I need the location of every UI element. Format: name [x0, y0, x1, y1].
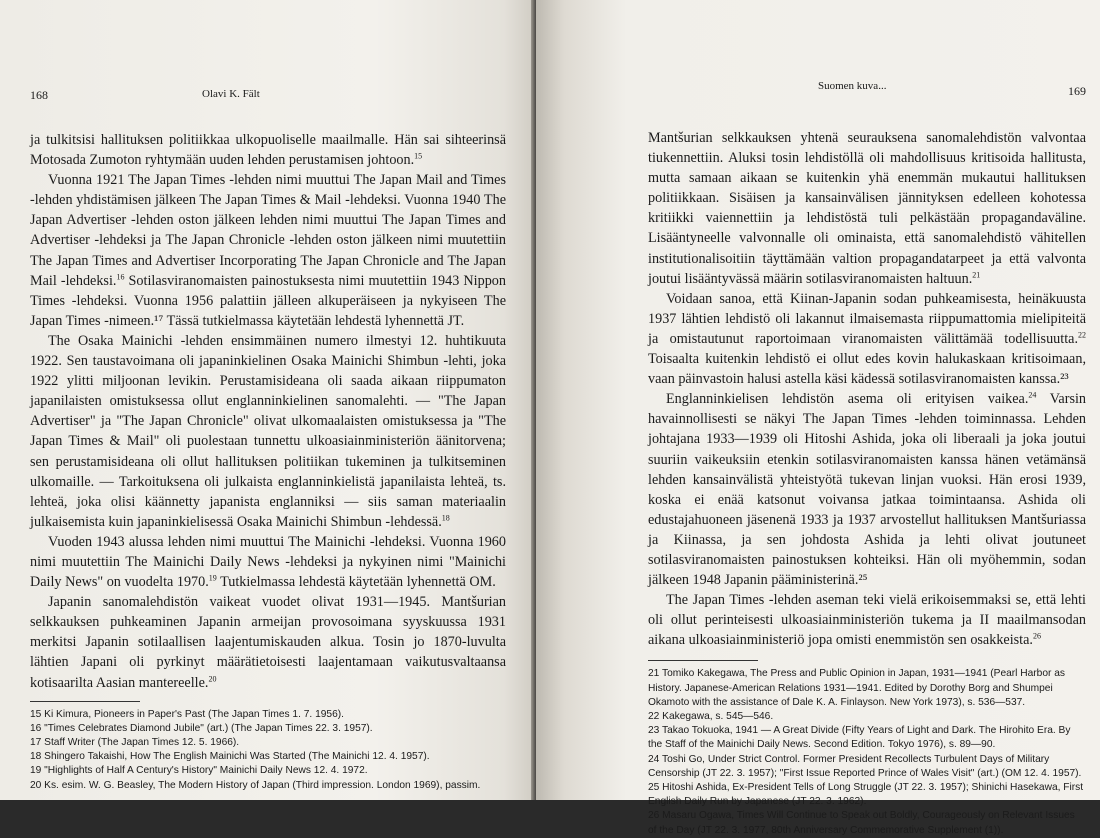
paragraph-text-continued: Varsin havainnollisesti se näkyi The Japan Times -lehden toiminnassa. Lehden johtajana 1933—1939 oli Hitoshi Ashida, joka oli liberaali ja joka joutui suuriin vaikeuksiin etenkin sotilasviranomaisten kanssa hänen vetämänsä lehden kansainvälistä yhteistyötä tukevan linjan vuoksi. Hän erosi 1939, koska ei enää katsonut voivansa jatkaa toimintaansa. Ashida oli edustajahuoneen jäsenenä 1933 ja 1937 arvostellut hallituksen Mantšuriassa ja Kiinassa, ja sen johdosta Ashida ja lehti olivat joutuneet sotilasviranomaisten painostuksen kohteiksi. Hän oli myöhemmin, sodan jälkeen 1948 Japanin pääministerinä.²⁵ — [648, 391, 1086, 589]
footnote-marker: 19 — [208, 573, 217, 583]
paragraph-text: Voidaan sanoa, että Kiinan-Japanin sodan puhkeamisesta, heinäkuusta 1937 lähtien lehdistö oli lakannut ilmaisemasta riippumattomia mielipiteitä ja omistautunut raportoimaan viranomaisten välittämää todellisuutta. — [648, 290, 1086, 347]
footnote: 15 Ki Kimura, Pioneers in Paper's Past (The Japan Times 1. 7. 1956). — [30, 708, 344, 720]
footnote-marker: 21 — [972, 269, 981, 279]
left-body-text — [30, 130, 506, 693]
footnote: 23 Takao Tokuoka, 1941 — A Great Divide (Fifty Years of Light and Dark. The Hirohito Era. By the Staff of the Mainichi Daily News. Second Edition. Tokyo 1976), s. 89—90. — [648, 725, 1071, 751]
footnote-rule — [30, 701, 140, 702]
footnote-rule — [648, 660, 758, 661]
paragraph-text: Mantšurian selkkauksen yhtenä seurauksena sanomalehdistön valvontaa tiukennettiin. Aluksi tosin lehdistöllä oli mahdollisuus kritisoida hallitusta, mutta samaan aikaan se kuitenkin yhä enemmän mukautui hallituksen politiikkaan. Sisäisen ja kansainvälisen jännityksen edelleen kohotessa kritiikki vaiennettiin ja lehdistöstä tuli pelkästään propagandaväline. Lisääntyneelle valvonnalle oli ominaista, että sanomalehdistö vähitellen institutionalisoitiin täyttämään valtion propagandatarpeet ja että valvonta joutui lisääntyvässä määrin sotilasviranomaisten haltuun. — [648, 130, 1086, 287]
paragraph — [30, 331, 506, 532]
footnote: 25 Hitoshi Ashida, Ex-President Tells of Long Struggle (JT 22. 3. 1957); Shinichi Hasekawa, First English Daily Run by Japanese (JT 22. 3. 1962). — [648, 782, 1084, 808]
page-number-right: 169 — [1068, 84, 1086, 98]
paragraph-text: Vuoden 1943 alussa lehden nimi muuttui The Mainichi -lehdeksi. Vuonna 1960 nimi muutettiin The Mainichi Daily News -lehdeksi ja nykyinen nimi "Mainichi Daily News" on vuodelta 1970. — [30, 533, 506, 591]
footnote: 24 Toshi Go, Under Strict Control. Former President Recollects Turbulent Days of Military Censorship (JT 22. 3. 1957); "First Issue Reported Prince of Wales Visit" (art.) (OM 12. 4. 1957). — [648, 753, 1082, 779]
footnote: 18 Shingero Takaishi, How The English Mainichi Was Started (The Mainichi 12. 4. 1957). — [30, 751, 430, 763]
paragraph — [648, 389, 1086, 590]
paragraph — [30, 532, 506, 592]
footnote-marker: 24 — [1028, 390, 1037, 400]
footnote: 22 Kakegawa, s. 545—546. — [648, 711, 774, 723]
footnote: 17 Staff Writer (The Japan Times 12. 5. 1966). — [30, 737, 240, 749]
right-body-text — [648, 128, 1086, 650]
footnote-marker: 16 — [116, 271, 125, 281]
paragraph-text-continued: Sotilasviranomaisten painostuksesta nimi muutettiin 1943 Nippon Times -lehdeksi. Vuonna 1956 palattiin jälleen alkuperäiseen ja nykyiseen The Japan Times -nimeen.¹⁷ Tässä tutkielmassa käytetään lehdestä lyhennettä JT. — [30, 272, 506, 329]
page-number-left: 168 — [30, 88, 48, 102]
footnote: 21 Tomiko Kakegawa, The Press and Public Opinion in Japan, 1931—1941 (Pearl Harbor as History. Japanese-American Relations 1931—1941. Edited by Dorothy Borg and Shumpei Okamoto with the assistance of Dale K. A. Finlayson. New York 1973), s. 536—537. — [648, 668, 1065, 708]
right-page — [536, 0, 1100, 836]
paragraph — [648, 590, 1086, 650]
right-running-head — [648, 78, 1086, 100]
paragraph — [648, 289, 1086, 389]
running-title-right: Suomen kuva... — [818, 80, 887, 92]
left-page — [0, 0, 536, 800]
running-title-left: Olavi K. Fält — [202, 88, 260, 100]
footnote-marker: 26 — [1032, 631, 1041, 641]
paragraph — [648, 128, 1086, 289]
paragraph — [30, 592, 506, 692]
right-footnotes — [648, 660, 1086, 837]
footnote-marker: 22 — [1078, 330, 1086, 340]
left-footnotes — [30, 701, 506, 793]
paragraph-text: Japanin sanomalehdistön vaikeat vuodet olivat 1931—1945. Mantšurian selkkauksen puhkeaminen Japanin armeijan provosoimana syyskuussa 1931 merkitsi Japanin sotilaallisen laajentumiskauden alkua. Tosin jo 1870-luvulta lähtien Japani oli pyrkinyt määrätietoisesti laajentamaan vaikutusvaltaansa kotisaarilta Aasian mantereelle. — [30, 594, 506, 691]
paragraph — [30, 130, 506, 170]
footnote: 16 "Times Celebrates Diamond Jubile" (art.) (The Japan Times 22. 3. 1957). — [30, 722, 373, 734]
footnote: 19 "Highlights of Half A Century's History" Mainichi Daily News 12. 4. 1972. — [30, 765, 368, 777]
paragraph-text: ja tulkitsisi hallituksen politiikkaa ulkopuoliselle maailmalle. Hän sai sihteerinsä Motosada Zumoton ryhtymään uuden lehden perustamisen johtoon. — [30, 132, 506, 169]
paragraph-text: The Japan Times -lehden aseman teki vielä erikoisemmaksi se, että lehti oli ollut perinteisesti ulkoasiainministeriön tukema ja II maailmansodan aikana ulkoasiainministeriö jopa omisti enemmistön sen osakkeista. — [648, 592, 1086, 649]
footnote: 26 Masaru Ogawa, Times Will Continue to Speak out Boldly, Courageously on Relevant Issues of the Day (JT 22. 3. 1977, 80th Anniversary Commemorative Supplement (1)). — [648, 810, 1075, 836]
footnote-marker: 15 — [414, 151, 423, 161]
footnote-marker: 18 — [441, 513, 450, 523]
paragraph — [30, 170, 506, 331]
footnote: 20 Ks. esim. W. G. Beasley, The Modern History of Japan (Third impression. London 1969), passim. — [30, 779, 481, 791]
paragraph-text: Englanninkielisen lehdistön asema oli erityisen vaikea. — [666, 391, 1029, 408]
left-running-head — [30, 88, 506, 110]
paragraph-text-continued: Toisaalta kuitenkin lehdistö ei ollut edes kovin halukaskaan kritisoimaan, vaan päinvastoin halusi astella käsi kädessä sotilasviranomaisten kanssa.²³ — [648, 351, 1086, 388]
footnote-marker: 20 — [208, 673, 217, 683]
paragraph-text: Vuonna 1921 The Japan Times -lehden nimi muuttui The Japan Mail and Times -lehden yhdistämisen jälkeen The Japan Times & Mail -lehdeksi. Vuonna 1940 The Japan Advertiser -lehden oston jälkeen lehden nimi muuttui The Japan Times and Advertiser -lehdeksi ja The Japan Chronicle -lehden oston jälkeen nimi muutettiin The Japan Times and Advertiser Incorporating The Japan Chronicle and The Japan Mail -lehdeksi. — [30, 172, 506, 289]
paragraph-text: The Osaka Mainichi -lehden ensimmäinen numero ilmestyi 12. huhtikuuta 1922. Sen taustavoimana oli japaninkielinen Osaka Mainichi Shimbun -lehti, joka 1922 ylitti miljoonan levikin. Perustamisideana oli saada aikaan riippumaton japanilaisten omistuksessa ollut englanninkielinen sanomalehti. — "The Japan Advertiser" ja "The Japan Chronicle" olivat ulkomaalaisten omistuksessa ja "The Japan Times & Mail" oli puolestaan tunnettu ulkoasiainministeriön äänitorvena; sen perustamisideana oli ollut hallituksen politiikan tukeminen ja tulkitseminen ulkomaille. — Tarkoituksena oli julkaista englanninkielistä japanilaista lehteä, ts. lehteä, joka olisi käännetty japanista englanniksi — siis saman materiaalin julkaisemista kuin japaninkielisessä Osaka Mainichi Shimbun -lehdessä. — [30, 332, 506, 530]
paragraph-text-continued: Tutkielmassa lehdestä käytetään lyhennettä OM. — [216, 574, 496, 591]
